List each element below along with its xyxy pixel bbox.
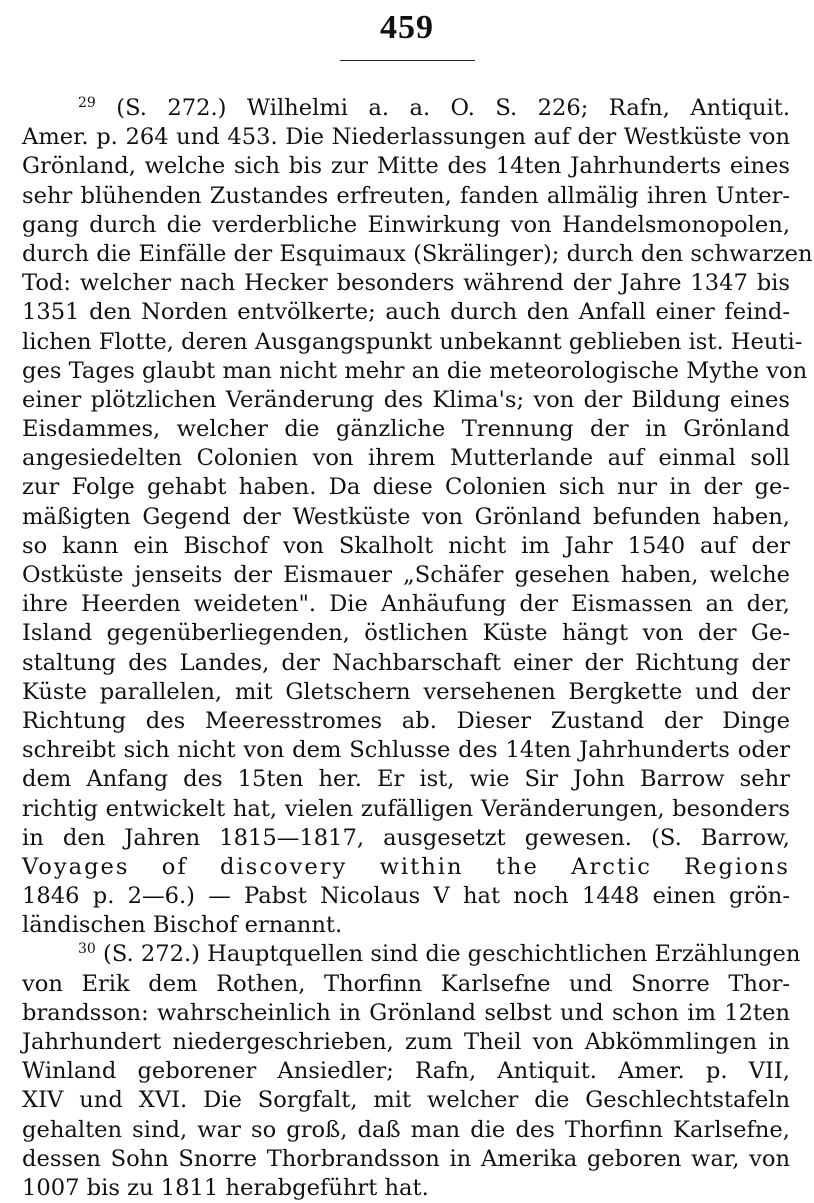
footnote-line: gang durch die verderbliche Einwirkung von Handelsmonopolen, [22, 211, 790, 238]
header-rule [340, 60, 475, 61]
footnote-line: dessen Sohn Snorre Thorbrandsson in Amerika geboren war, von [22, 1145, 790, 1172]
footnote-line: mäßigten Gegend der Westküste von Grönland befunden haben, [22, 503, 790, 530]
footnote-line: durch die Einfälle der Esquimaux (Skrälinger); durch den schwarzen [22, 240, 813, 267]
footnote-line: zur Folge gehabt haben. Da diese Colonien sich nur in der ge- [22, 474, 790, 501]
footnote-line: Grönland, welche sich bis zur Mitte des 14ten Jahrhunderts eines [22, 153, 790, 180]
footnote-line: brandsson: wahrscheinlich in Grönland selbst und schon im 12ten [22, 999, 790, 1026]
footnote-line: dem Anfang des 15ten her. Er ist, wie Sir John Barrow sehr [22, 766, 790, 793]
footnote-line: Tod: welcher nach Hecker besonders während der Jahre 1347 bis [22, 270, 790, 297]
footnote-30 [22, 940, 801, 1203]
footnote-line: ges Tages glaubt man nicht mehr an die meteorologische Mythe von [22, 357, 808, 384]
footnote-line: schreibt sich nicht von dem Schlusse des 14ten Jahrhunderts oder [22, 737, 790, 764]
footnote-line: 1351 den Norden entvölkerte; auch durch den Anfall einer feind- [22, 299, 790, 326]
footnote-line: Jahrhundert niedergeschrieben, zum Theil von Abkömmlingen in [22, 1029, 790, 1055]
footnote-line: XIV und XVI. Die Sorgfalt, mit welcher die Geschlechtstafeln [22, 1087, 790, 1114]
footnote-line: $^{29}$ (S. 272.) Wilhelmi a. a. O. S. 226; Rafn, Antiquit. [78, 95, 790, 121]
footnote-line: $^{30}$ (S. 272.) Hauptquellen sind die geschichtlichen Erzählungen [78, 941, 801, 968]
footnote-line: ländischen Bischof ernannt. [22, 912, 343, 939]
footnote-line: in den Jahren 1815—1817, ausgesetzt gewesen. (S. Barrow, [22, 824, 790, 851]
footnote-line: lichen Flotte, deren Ausgangspunkt unbekannt geblieben ist. Heuti- [22, 328, 803, 355]
footnote-line: Eisdammes, welcher die gänzliche Trennung der in Grönland [22, 416, 790, 443]
footnote-marker: 29 [78, 95, 96, 111]
footnote-line: so kann ein Bischof von Skalholt nicht im Jahr 1540 auf der [22, 532, 790, 559]
footnote-line: sehr blühenden Zustandes erfreuten, fanden allmälig ihren Unter- [22, 182, 790, 209]
footnote-line: Ostküste jenseits der Eismauer „Schäfer gesehen haben, welche [22, 562, 790, 588]
footnote-line: ihre Heerden weideten". Die Anhäufung der Eismassen an der, [22, 591, 790, 618]
footnote-line: 1846 p. 2—6.) — Pabst Nicolaus V hat noch 1448 einen grön- [22, 883, 790, 910]
footnote-marker: 30 [78, 941, 96, 958]
page-number: 459 [380, 9, 434, 46]
footnote-line: Island gegenüberliegenden, östlichen Küste hängt von der Ge- [22, 620, 790, 647]
footnote-line: Amer. p. 264 und 453. Die Niederlassungen auf der Westküste von [22, 124, 790, 151]
footnote-line: Voyages of discovery within the Arctic Regions [22, 853, 790, 880]
footnote-line: von Erik dem Rothen, Thorfinn Karlsefne und Snorre Thor- [22, 970, 790, 997]
footnote-line: Richtung des Meeresstromes ab. Dieser Zustand der Dinge [22, 707, 790, 734]
footnote-line: Küste parallelen, mit Gletschern versehenen Bergkette und der [22, 678, 790, 705]
footnote-line: einer plötzlichen Veränderung des Klima's; von der Bildung eines [22, 386, 790, 413]
footnotes-body [22, 94, 813, 1203]
footnote-line: gehalten sind, war so groß, daß man die des Thorfinn Karlsefne, [22, 1116, 790, 1143]
footnote-line: staltung des Landes, der Nachbarschaft einer der Richtung der [22, 649, 790, 676]
footnote-line: richtig entwickelt hat, vielen zufälligen Veränderungen, besonders [22, 795, 790, 822]
footnote-line: Winland geborener Ansiedler; Rafn, Antiquit. Amer. p. VII, [22, 1058, 790, 1085]
footnote-29 [22, 94, 813, 940]
footnote-line: angesiedelten Colonien von ihrem Mutterlande auf einmal soll [22, 445, 790, 472]
footnote-line: 1007 bis zu 1811 herabgeführt hat. [22, 1174, 429, 1201]
